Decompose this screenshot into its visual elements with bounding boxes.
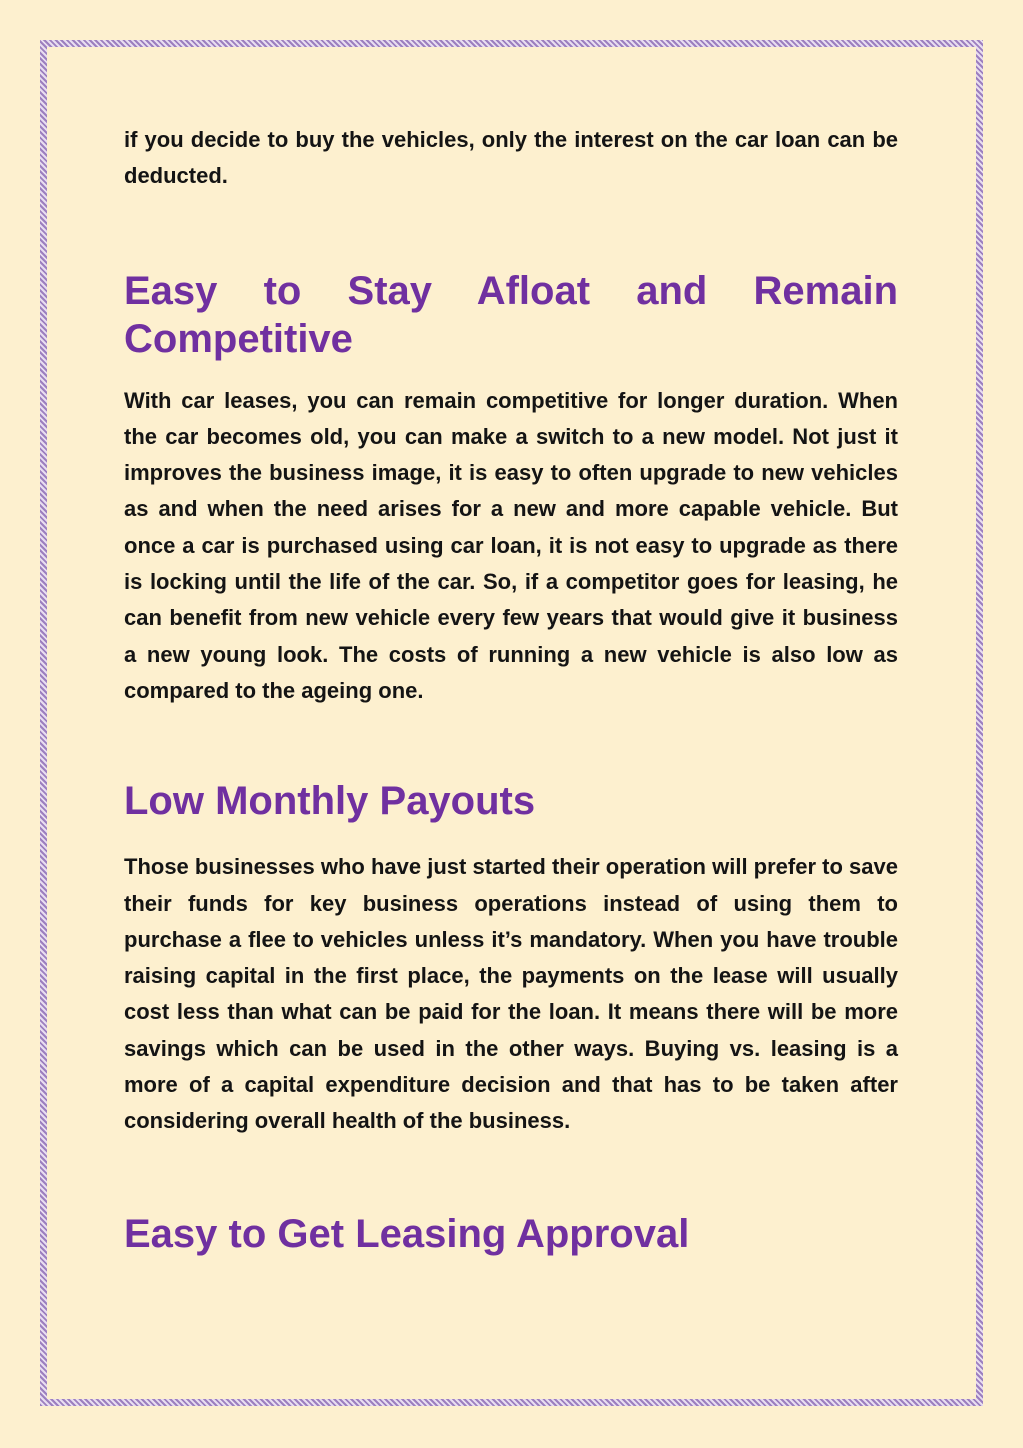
document-body (124, 122, 898, 1258)
paragraph-loan-interest: if you decide to buy the vehicles, only the interest on the car loan can be deducted. (124, 127, 898, 189)
heading-leasing-approval: Easy to Get Leasing Approval (124, 1211, 690, 1256)
heading-low-monthly-payouts: Low Monthly Payouts (124, 779, 536, 824)
paragraph-remain-competitive: With car leases, you can remain competitive for longer duration. When the car becomes old, you can make a switch to a new model. Not just it improves the business image, it is easy to often upgrade to new vehicles as and when the need arises for a new and more capable vehicle. But once a car is purchased using car loan, it is not easy to upgrade as there is locking until the life of the car. So, if a competitor goes for leasing, he can benefit from new vehicle every few years that would give it business a new young look. The costs of running a new vehicle is also low as compared to the ageing one. (124, 387, 898, 703)
heading-stay-afloat: Easy to Stay Afloat and Remain Competitive (124, 268, 898, 361)
paragraph-monthly-payouts: Those businesses who have just started their operation will prefer to save their funds for key business operations instead of using them to purchase a flee to vehicles unless it’s mandatory. When you have trouble raising capital in the first place, the payments on the lease will usually cost less than what can be paid for the loan. It means there will be more savings which can be used in the other ways. Buying vs. leasing is a more of a capital expenditure decision and that has to be taken after considering overall health of the business. (124, 854, 898, 1134)
